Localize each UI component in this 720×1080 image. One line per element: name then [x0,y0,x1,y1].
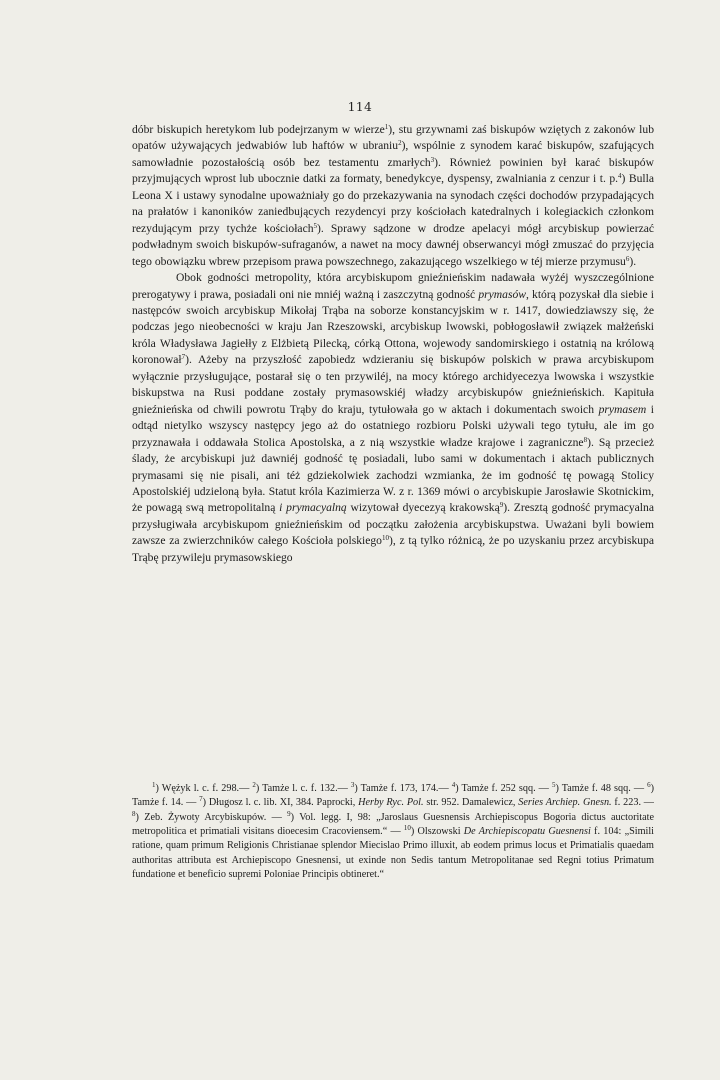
footnote-text: ) Olszowski [410,826,464,838]
footnote-ref: 5 [313,221,318,230]
page-number: 114 [347,100,373,114]
footnote-ref: 6 [625,254,630,263]
text-run: ). Zresztą godność prymacyalna przysługiwała arcybiskupom gnieźnieńskim od początku założenia arcybiskupstwa. Uważani byli bowiem zawsze za zwierzchników całego Kościoła polskiego [132,501,654,548]
footnote-text: ) Wężyk l. c. f. 298.— [155,783,253,794]
footnote-title: Series Archiep. Gnesn. [518,797,612,809]
footnote-text: ) Tamże f. 48 sqq. — [555,783,648,794]
footnote-ref: 8 [583,435,588,444]
footnote-ref: 7 [181,353,186,362]
text-run: i odtąd nietylko wszyscy następcy jego aż do ostatniego rozbioru Polski używali tego tytułu, ale im go przyznawała i oddawała Stolica Apostolska, a z nią wszystkie władze krajowe i zagraniczne [132,402,654,449]
footnotes [132,782,654,882]
text-run: ), z tą tylko różnicą, że po uzyskaniu przez arcybiskupa Trąbę przywileju prymasowskiego [132,534,654,564]
footnote-number: 6 [647,781,651,789]
footnote-number: 7 [199,795,203,804]
footnote-number: 10 [403,824,411,833]
footnote-text: f. 104: „Simili ratione, quam primum Religionis Christianae splendor Miecislao Primo illuxit, ab eodem primus locus et Primatialis quaedam authoritas attributa est Archiepiscopo Gnesnensi, ut exinde non Sedis tantum Metropolitanae sed Regni totius Primatum fundatione et beneficio supremi Poloniae Principis obtineret.“ [132,826,655,881]
footnote-number: 9 [287,809,291,818]
footnote-text: f. 223. — [611,797,654,809]
footnote-number: 1 [152,781,156,789]
text-run: Obok godności metropolity, która arcybiskupom gnieźnieńskim nadawała wyżéj wyszczególnione prerogatywy i prawa, posiadali oni nie mniéj ważną i zaszczytną godność [132,271,654,301]
text-run: wizytował dyecezyą krakowską [346,501,500,515]
text-run: ). [629,254,637,268]
text-run: ). Ażeby na przyszłość zapobiedz wdzieraniu się biskupów polskich w prawa arcybiskupom wyłącznie przysługujące, postarał się o ten przywiléj, na mocy którego archidyecezya lwowska i wszystkie biskupstwa na Rusi poddane zostały prymasowskiéj władzy arcybiskupów gnieźnieńskich. Kapituła gnieźnieńska od chwili powrotu Trąby do kraju, tytułowała go w aktach i dokumentach swoich [132,353,654,416]
italic-term: i prymacyalną [279,501,347,515]
text-run: ), wspólnie z synodem karać biskupów, szafujących samowładnie pozostałością osób bez testamentu zmarłych [132,139,654,169]
text-run: ) Bulla Leona X i ustawy synodalne upoważniały go do przekazywania na synodach części dochodów przypadających na prałatów i kanoników zaniedbujących rezydencyi przy kościołach katedralnych i kolegiackich członkom rezydującym przy tychże kościołach [132,172,654,235]
text-run: ). Są przecież ślady, że arcybiskupi już dawniéj godność tę posiadali, lubo sami w dokumentach i aktach publicznych prymasami się nie pisali, ani téż gdziekolwiek zachodzi wzmianka, że im godność tę powagą Stolicy Apostolskiéj udzieloną była. Statut króla Kazimierza W. z r. 1369 mówi o arcybiskupie Jarosławie Skotnickim, że powagą swą metropolitalną [132,435,655,515]
italic-term: prymasem [598,402,647,416]
footnote-number: 3 [350,781,355,789]
main-text [132,122,654,566]
text-run: ). Sprawy sądzone w drodze apelacyi mógł arcybiskup powierzać podwładnym swoich biskupów-sufraganów, a nawet na mocy dawnéj obserwancyi mógł zmuszać do przyjęcia tego obowiązku wbrew przepisom prawa powszechnego, zakazującego wszelkiego w téj mierze przymusu [132,221,655,268]
footnote-text: ) Tamże f. 14. — [132,783,654,809]
footnote-number: 5 [551,781,556,789]
footnote-block [132,782,654,882]
footnote-ref: 2 [398,139,402,148]
footnote-ref: 3 [430,155,435,164]
footnote-text: ) Vol. legg. I, 98: „Jaroslaus Guesnensis Archiepiscopus Bogoria dictus auctoritate metropolitica et primatiali visitans dioecesim Cracoviensem.“ — [132,811,655,838]
paragraph [132,270,654,566]
footnote-number: 8 [132,809,136,818]
footnote-number: 2 [252,781,256,789]
footnote-ref: 9 [499,501,504,510]
footnote-text: str. 952. Damalewicz, [423,797,519,809]
italic-term: prymasów [478,287,527,301]
footnote-ref: 10 [381,534,389,543]
footnote-text: ) Tamże f. 173, 174.— [354,783,452,794]
footnote-title: Herby Ryc. Pol. [358,797,424,809]
text-run: ), stu grzywnami zaś biskupów wziętych z zakonów lub opatów używających jedwabiów lub haftów w ubraniu [132,123,654,153]
text-run: ). Również powinien był karać biskupów przyjmujących wprost lub ubocznie datki za formaty, benedykcye, dyspensy, zwalniania z cenzur i t. p. [132,155,654,186]
paragraph [132,122,654,270]
footnote-text: ) Tamże f. 252 sqq. — [455,783,552,794]
footnote-number: 4 [451,781,456,789]
text-run: dóbr biskupich heretykom lub podejrzanym w wierze [132,123,385,136]
footnote-ref: 4 [618,172,622,181]
text-run: , którą pozyskał dla siebie i następców swoich arcybiskup Mikołaj Trąba na soborze konstancyjskim w r. 1417, dowiedziawszy się, że podczas jego nieobecności w kraju Jan Rzeszowski, arcybiskup lwowski, pobłogosławił związek małżeński króla Władysława Jagiełły z Elżbietą Pilecką, córką Ottona, wojewody sandomirskiego i ostatnią na królową koronował [132,287,655,367]
footnote-title: De Archiepiscopatu Guesnensi [463,826,591,838]
footnote-text: ) Tamże l. c. f. 132.— [255,783,351,794]
footnote-ref: 1 [384,123,389,131]
footnote-text: ) Długosz l. c. lib. XI, 384. Paprocki, [202,797,359,809]
footnote-text: ) Zeb. Żywoty Arcybiskupów. — [135,811,288,823]
